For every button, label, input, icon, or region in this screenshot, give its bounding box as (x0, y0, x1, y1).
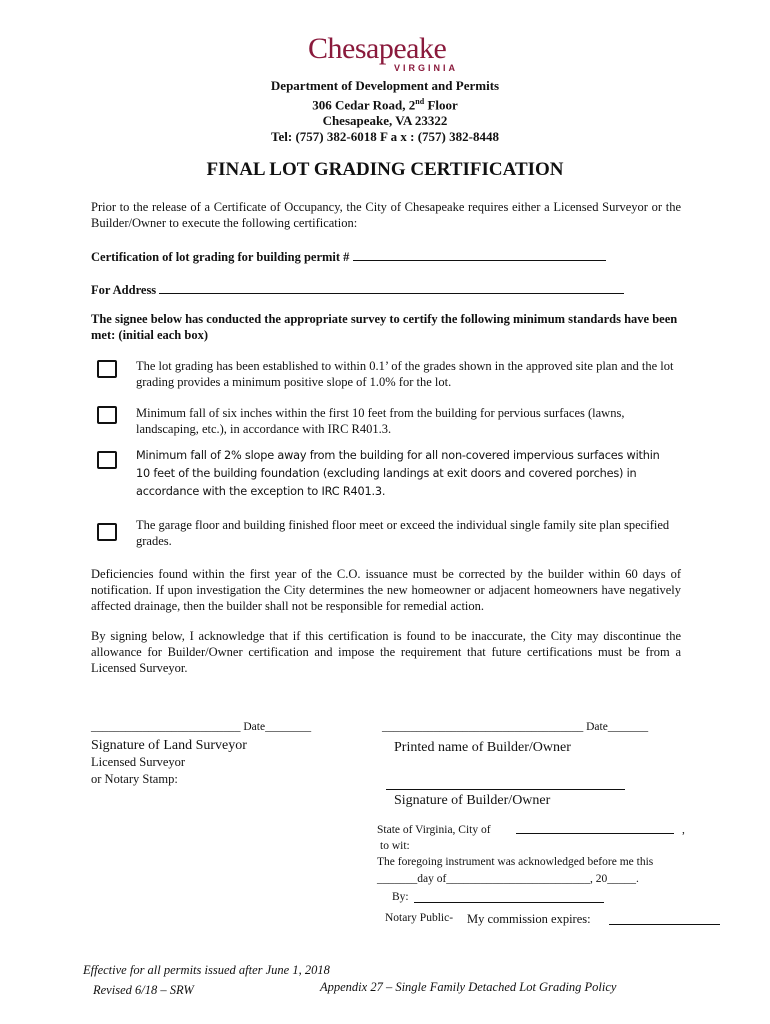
intro-paragraph: Prior to the release of a Certificate of Occupancy, the City of Chesapeake requires either a Licensed Surveyor or the Builder/Owner to execute the following certification: (91, 200, 681, 230)
footer-revised: Revised 6/18 – SRW (93, 983, 194, 997)
notary-stamp-label: or Notary Stamp: (91, 772, 178, 786)
standard-item-2: Minimum fall of six inches within the first 10 feet from the building for pervious surfaces (lawns, landscaping, etc.), in accordance with IRC R401.3. (136, 406, 625, 436)
department-name: Department of Development and Permits (270, 78, 500, 93)
department-address (0, 94, 770, 113)
builder-date-line[interactable]: ___________________________________ Date_______ (382, 721, 649, 733)
signee-statement: The signee below has conducted the appropriate survey to certify the following minimum standards have been met: (initial each box) (91, 312, 678, 342)
day-of-line[interactable]: _______day of_________________________, 20_____. (377, 873, 639, 885)
builder-signature-line[interactable] (386, 789, 625, 790)
land-surveyor-label: Signature of Land Surveyor (91, 738, 247, 753)
initial-checkbox-3[interactable] (97, 451, 117, 469)
builder-signature-label: Signature of Builder/Owner (394, 793, 551, 808)
foregoing-statement: The foregoing instrument was acknowledged before me this (377, 856, 654, 868)
department-city: Chesapeake, VA 23322 (322, 113, 448, 129)
address-field[interactable] (159, 281, 624, 294)
commission-label: My commission expires: (467, 912, 591, 926)
chesapeake-logo (300, 32, 470, 80)
deficiencies-paragraph: Deficiencies found within the first year of the C.O. issuance must be corrected by the builder within 60 days of notification. If upon investigation the City determines the new homeowner or adjacent homeowners have negatively affected drainage, then the builder shall not be responsible for remedial action. (91, 567, 681, 613)
commission-field[interactable] (609, 924, 720, 925)
page-title: FINAL LOT GRADING CERTIFICATION (206, 159, 564, 180)
department-phone: Tel: (757) 382-6018 F a x : (757) 382-8448 (271, 129, 499, 145)
notary-public-label: Notary Public- (385, 912, 454, 924)
standard-item-3: Minimum fall of 2% slope away from the building for all non-covered impervious surfaces within 10 feet of the building foundation (excluding landings at exit doors and covered porches) in accordance with the exception to IRC R401.3. (136, 449, 660, 498)
surveyor-signature-line[interactable]: __________________________ Date________ (91, 721, 312, 733)
by-label: By: (392, 891, 409, 903)
by-field[interactable] (414, 902, 604, 903)
address-floor: Floor (424, 97, 458, 113)
licensed-surveyor-label: Licensed Surveyor (91, 755, 186, 769)
initial-checkbox-4[interactable] (97, 523, 117, 541)
department-header (0, 78, 770, 145)
address-text: 306 Cedar Road, 2 (312, 97, 416, 113)
permit-number-field[interactable] (353, 248, 606, 261)
logo-wordmark: Chesapeake (308, 32, 447, 65)
standard-item-4: The garage floor and building finished floor meet or exceed the individual single family site plan specified grades. (136, 518, 670, 548)
state-comma: , (682, 824, 685, 836)
acknowledge-paragraph: By signing below, I acknowledge that if this certification is found to be inaccurate, the City may discontinue the allowance for Builder/Owner certification and impose the requirement that future certifications must be from a Licensed Surveyor. (91, 629, 681, 675)
logo-subtitle: VIRGINIA (394, 63, 459, 73)
address-row (91, 281, 624, 298)
city-field[interactable] (516, 833, 674, 834)
printed-name-label: Printed name of Builder/Owner (394, 740, 571, 755)
footer-effective: Effective for all permits issued after June 1, 2018 (83, 963, 330, 977)
address-label: For Address (91, 283, 157, 297)
standard-item-1: The lot grading has been established to within 0.1’ of the grades shown in the approved site plan and the lot grading provides a minimum positive slope of 1.0% for the lot. (136, 359, 674, 389)
permit-label: Certification of lot grading for building permit # (91, 250, 350, 264)
state-label: State of Virginia, City of (377, 824, 491, 836)
initial-checkbox-1[interactable] (97, 360, 117, 378)
footer-appendix: Appendix 27 – Single Family Detached Lot Grading Policy (320, 980, 617, 994)
permit-row (91, 248, 606, 265)
address-sup: nd (415, 97, 425, 106)
initial-checkbox-2[interactable] (97, 406, 117, 424)
to-wit-label: to wit: (380, 840, 410, 852)
